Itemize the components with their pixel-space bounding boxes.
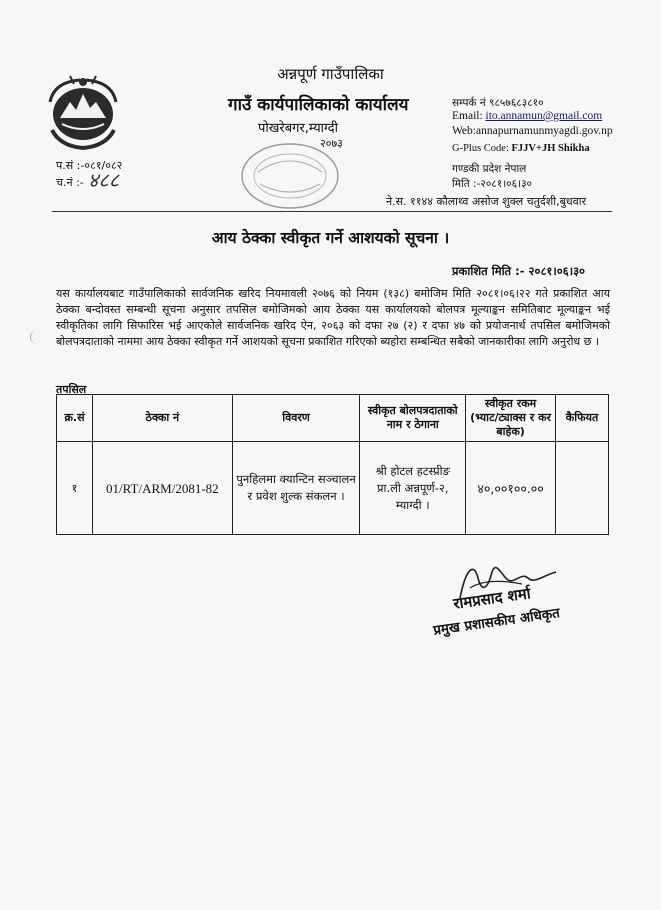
table-row (57, 442, 609, 535)
col-header-contract-no: ठेक्का नं (92, 395, 232, 442)
cell-bidder: श्री होटल हटस्प्रीङ प्रा.ली अन्नपूर्ण-२, म्याग्दी । (360, 442, 466, 535)
gplus-code-row (452, 143, 590, 154)
cell-description: पुनहिलमा क्यान्टिन सञ्चालन र प्रवेश शुल्क संकलन । (232, 442, 360, 535)
cell-remarks (556, 442, 609, 535)
nepal-sambat-date: ने.स. ११४४ कौलाथ्व असोज शुक्ल चतुर्दशी,बुधवार (386, 195, 587, 208)
office-name: गाउँ कार्यपालिकाको कार्यालय (228, 95, 409, 115)
chalani-handwritten-number: ४८८ (88, 168, 120, 192)
col-header-description: विवरण (232, 395, 360, 442)
signatory-name: रामप्रसाद शर्मा (452, 584, 532, 613)
email-label: Email: (452, 110, 483, 122)
notice-title: आय ठेक्का स्वीकृत गर्ने आशयको सूचना । (211, 229, 450, 247)
tapasil-label: तपसिल (56, 383, 87, 396)
col-header-remarks: कैफियत (556, 395, 609, 442)
col-header-amount: स्वीकृत रकम (भ्याट/ट्याक्स र कर बाहेक) (466, 395, 556, 442)
website-link[interactable]: Web:annapurnamunmyagdi.gov.np (452, 125, 613, 137)
col-header-bidder: स्वीकृत बोलपत्रदाताको नाम र ठेगाना (360, 395, 466, 442)
chalani-number-label: च.नं :- (56, 176, 84, 189)
email-link[interactable]: ito.annamun@gmail.com (485, 110, 603, 122)
province-name: गण्डकी प्रदेश नेपाल (452, 163, 527, 175)
scan-mark (30, 330, 45, 344)
contact-email-row (452, 110, 602, 122)
contact-phone: सम्पर्क नं ९८५७६८३८१० (452, 97, 544, 109)
cell-contract-no: 01/RT/ARM/2081-82 (92, 442, 232, 535)
contract-table (56, 394, 609, 535)
header-date: मिति :-२०८१।०६।३० (452, 178, 533, 190)
nepal-emblem-icon (40, 72, 126, 152)
signatory-designation: प्रमुख प्रशासकीय अधिकृत (432, 605, 561, 639)
header-divider (52, 211, 612, 212)
municipality-name: अन्नपूर्ण गाउँपालिका (277, 65, 384, 83)
established-year: २०७३ (320, 137, 343, 150)
table-header-row (57, 395, 609, 442)
notice-body: यस कार्यालयबाट गाउँपालिकाको सार्वजनिक खरिद नियमावली २०७६ को नियम (१३८) बमोजिम मिति २०८१।०६।२२ गते प्रकाशित आय ठेक्का बन्दोवस्त सम्बन्धी सूचना अनुसार तपसिल बमोजिमको आय ठेक्का यस कार्यालयको बोलपत्र मूल्याङ्कन समितिबाट मूल्याङ्कन भई स्वीकृतिका लागि सिफारिस भई आएकोले सार्वजनिक खरिद ऐन, २०६३ को दफा २७ (२) र दफा ४७ को प्रयोजनार्थ तपसिल बमोजिमको बोलपत्रदाताको नाममा आय ठेक्का स्वीकृत गर्ने आशयको सूचना प्रकाशित गरिएको ब्यहोरा सम्बन्धित सबैको जानकारीका लागि अनुरोध छ । (56, 287, 610, 348)
cell-amount: ४०,००१००.०० (466, 442, 556, 535)
office-address: पोखरेबगर,म्याग्दी (258, 121, 338, 136)
reference-number: प.सं :-०८१/०८२ (56, 159, 123, 172)
cell-sn: १ (57, 442, 93, 535)
published-date: प्रकाशित मिति :- २०८१।०६।३० (452, 264, 586, 278)
gplus-label: G-Plus Code: (452, 143, 509, 154)
office-stamp-icon (234, 136, 346, 212)
col-header-sn: क्र.सं (57, 395, 93, 442)
gplus-value: FJJV+JH Shikha (511, 143, 590, 154)
